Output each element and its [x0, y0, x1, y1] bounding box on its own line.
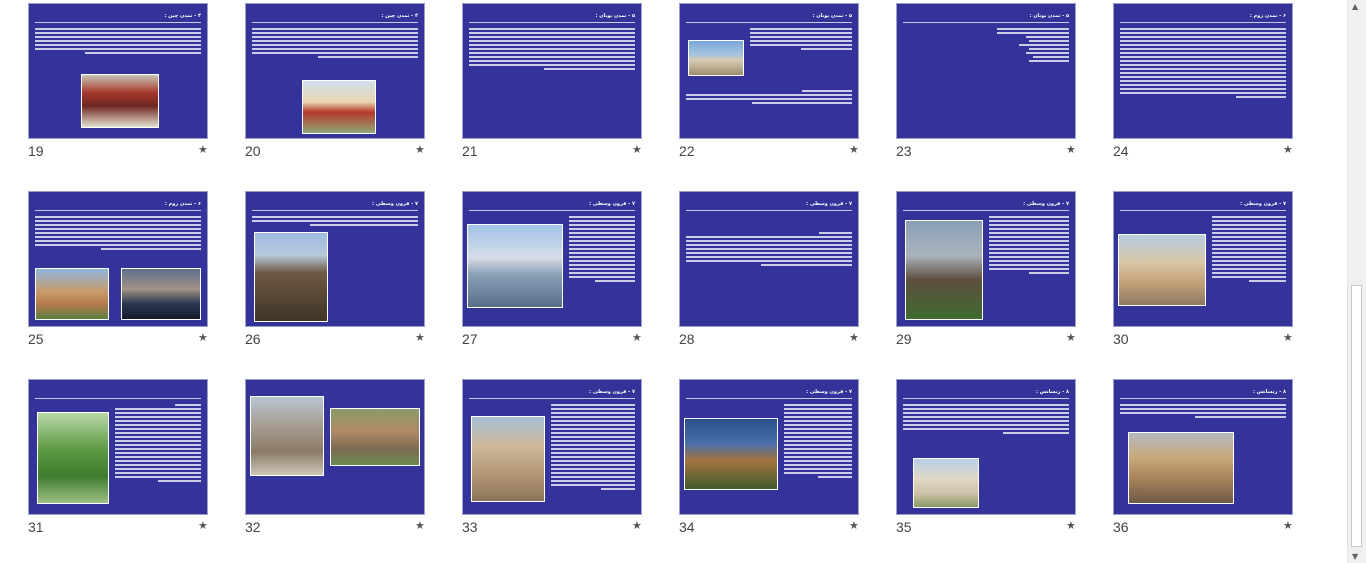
title-divider: [686, 210, 852, 211]
slide-thumbnail-33[interactable]: [462, 379, 662, 549]
slide-body-text: [903, 404, 1069, 436]
scroll-down-icon[interactable]: ▼: [1352, 552, 1359, 561]
scrollbar-thumb[interactable]: [1351, 285, 1362, 547]
slide-preview[interactable]: [896, 3, 1076, 139]
slide-preview[interactable]: [679, 379, 859, 515]
slide-title: ۷ - قرون وسطی :: [1240, 201, 1286, 207]
slide-title: ۷ - قرون وسطی :: [589, 389, 635, 395]
slide-thumbnail-32[interactable]: [245, 379, 445, 549]
slide-preview[interactable]: [245, 379, 425, 515]
slide-body-text: [686, 232, 852, 268]
star-icon[interactable]: ★: [1066, 331, 1076, 344]
slide-thumbnail-26[interactable]: [245, 191, 445, 361]
slide-number: 26: [245, 331, 261, 347]
slide-number: 25: [28, 331, 44, 347]
renaissance-facade-image: [913, 458, 979, 508]
slide-title: ۵ - تمدن یونان :: [595, 13, 635, 19]
title-divider: [252, 210, 418, 211]
slide-number: 19: [28, 143, 44, 159]
slide-thumbnail-31[interactable]: [28, 379, 228, 549]
slide-preview[interactable]: [679, 191, 859, 327]
slide-preview[interactable]: [896, 379, 1076, 515]
star-icon[interactable]: ★: [1283, 143, 1293, 156]
star-icon[interactable]: ★: [1283, 331, 1293, 344]
slide-body-text: [35, 28, 201, 56]
title-divider: [35, 398, 201, 399]
slide-thumbnail-28[interactable]: [679, 191, 879, 361]
slide-thumbnail-30[interactable]: [1113, 191, 1313, 361]
uffizi-palace-image: [1128, 432, 1234, 504]
slide-number: 22: [679, 143, 695, 159]
slide-title: ۷ - قرون وسطی :: [806, 389, 852, 395]
slide-thumbnail-19[interactable]: [28, 3, 228, 173]
slide-number: 32: [245, 519, 261, 535]
title-divider: [1120, 210, 1286, 211]
aerial-castle-image: [330, 408, 420, 466]
slide-preview[interactable]: [28, 379, 208, 515]
slide-preview[interactable]: [28, 191, 208, 327]
slide-thumbnail-20[interactable]: [245, 3, 445, 173]
slide-body-text: [750, 28, 852, 52]
chinese-pagodas-image: [302, 80, 376, 134]
slide-preview[interactable]: [245, 3, 425, 139]
slide-preview[interactable]: [462, 3, 642, 139]
notre-dame-image: [471, 416, 545, 502]
slide-number: 27: [462, 331, 478, 347]
gothic-interior-image: [250, 396, 324, 476]
slide-preview[interactable]: [679, 3, 859, 139]
slide-number: 31: [28, 519, 44, 535]
slide-title: ۴ - تمدن چین :: [164, 13, 201, 19]
scroll-up-icon[interactable]: ▲: [1352, 2, 1359, 11]
chinese-temple-image: [81, 74, 159, 128]
florence-cathedral-image: [35, 268, 109, 320]
slide-preview[interactable]: [28, 3, 208, 139]
star-icon[interactable]: ★: [415, 331, 425, 344]
slide-body-text: [252, 216, 418, 228]
star-icon[interactable]: ★: [1283, 519, 1293, 532]
star-icon[interactable]: ★: [849, 519, 859, 532]
slide-title: ۷ - قرون وسطی :: [589, 201, 635, 207]
slide-preview[interactable]: [462, 379, 642, 515]
title-divider: [903, 210, 1069, 211]
slide-thumbnail-29[interactable]: [896, 191, 1096, 361]
slide-body-text: [989, 216, 1069, 276]
star-icon[interactable]: ★: [1066, 519, 1076, 532]
slide-body-text: [784, 404, 852, 480]
slide-body-text: [1120, 28, 1286, 100]
title-divider: [686, 22, 852, 23]
slide-number: 33: [462, 519, 478, 535]
slide-body-text: [252, 28, 418, 60]
slide-title: ۷ - قرون وسطی :: [372, 201, 418, 207]
slide-number: 35: [896, 519, 912, 535]
slide-preview[interactable]: [896, 191, 1076, 327]
slide-body-text: [1212, 216, 1286, 284]
star-icon[interactable]: ★: [198, 331, 208, 344]
star-icon[interactable]: ★: [415, 519, 425, 532]
aerial-town-image: [37, 412, 109, 504]
st-marks-basilica-image: [1118, 234, 1206, 306]
slide-thumbnail-23[interactable]: [896, 3, 1096, 173]
slide-title: ۸ - رنسانس :: [1035, 389, 1069, 395]
vertical-scrollbar[interactable]: [1347, 0, 1366, 563]
slide-thumbnail-25[interactable]: [28, 191, 228, 361]
slide-body-text: [551, 404, 635, 492]
slide-number: 20: [245, 143, 261, 159]
slide-thumbnail-27[interactable]: [462, 191, 662, 361]
star-icon[interactable]: ★: [849, 331, 859, 344]
title-divider: [35, 210, 201, 211]
title-divider: [469, 22, 635, 23]
title-divider: [1120, 22, 1286, 23]
slide-title: ۴ - تمدن چین :: [381, 13, 418, 19]
slide-body-text: [35, 216, 201, 252]
slide-title: ۶ - تمدن روم :: [1249, 13, 1286, 19]
slide-number: 30: [1113, 331, 1129, 347]
star-icon[interactable]: ★: [198, 519, 208, 532]
slide-title: ۷ - قرون وسطی :: [1023, 201, 1069, 207]
slide-body-text: [115, 404, 201, 484]
star-icon[interactable]: ★: [198, 143, 208, 156]
gothic-church-image: [905, 220, 983, 320]
slide-preview[interactable]: [1113, 3, 1293, 139]
gothic-cathedral-image: [254, 232, 328, 322]
slide-number: 23: [896, 143, 912, 159]
slide-number: 28: [679, 331, 695, 347]
slide-number: 29: [896, 331, 912, 347]
rome-river-image: [121, 268, 201, 320]
title-divider: [903, 398, 1069, 399]
title-divider: [469, 398, 635, 399]
slide-preview[interactable]: [1113, 191, 1293, 327]
slide-preview[interactable]: [245, 191, 425, 327]
slide-body-text: [569, 216, 635, 284]
slide-thumbnail-35[interactable]: [896, 379, 1096, 549]
slide-preview[interactable]: [462, 191, 642, 327]
title-divider: [903, 22, 1069, 23]
star-icon[interactable]: ★: [632, 143, 642, 156]
slide-thumbnail-22[interactable]: [679, 3, 879, 173]
slide-thumbnail-21[interactable]: [462, 3, 662, 173]
star-icon[interactable]: ★: [1066, 143, 1076, 156]
title-divider: [686, 398, 852, 399]
slide-title: ۷ - قرون وسطی :: [806, 201, 852, 207]
slide-thumbnail-24[interactable]: [1113, 3, 1313, 173]
star-icon[interactable]: ★: [849, 143, 859, 156]
star-icon[interactable]: ★: [632, 519, 642, 532]
title-divider: [35, 22, 201, 23]
star-icon[interactable]: ★: [415, 143, 425, 156]
slide-preview[interactable]: [1113, 379, 1293, 515]
slide-number: 24: [1113, 143, 1129, 159]
slide-body-text: [997, 28, 1069, 64]
slide-number: 21: [462, 143, 478, 159]
slide-title: ۶ - تمدن روم :: [164, 201, 201, 207]
chartres-cathedral-image: [684, 418, 778, 490]
slide-title: ۸ - رنسانس :: [1252, 389, 1286, 395]
slide-title: ۵ - تمدن یونان :: [812, 13, 852, 19]
castle-bridge-image: [467, 224, 563, 308]
slide-number: 36: [1113, 519, 1129, 535]
slide-body-text: [469, 28, 635, 72]
slide-thumbnail-34[interactable]: [679, 379, 879, 549]
slide-body-text: [1120, 404, 1286, 420]
title-divider: [1120, 398, 1286, 399]
parthenon-image: [688, 40, 744, 76]
slide-title: ۵ - تمدن یونان :: [1029, 13, 1069, 19]
star-icon[interactable]: ★: [632, 331, 642, 344]
slide-body-text: [686, 90, 852, 106]
slide-thumbnail-36[interactable]: [1113, 379, 1313, 549]
slide-number: 34: [679, 519, 695, 535]
title-divider: [469, 210, 635, 211]
title-divider: [252, 22, 418, 23]
